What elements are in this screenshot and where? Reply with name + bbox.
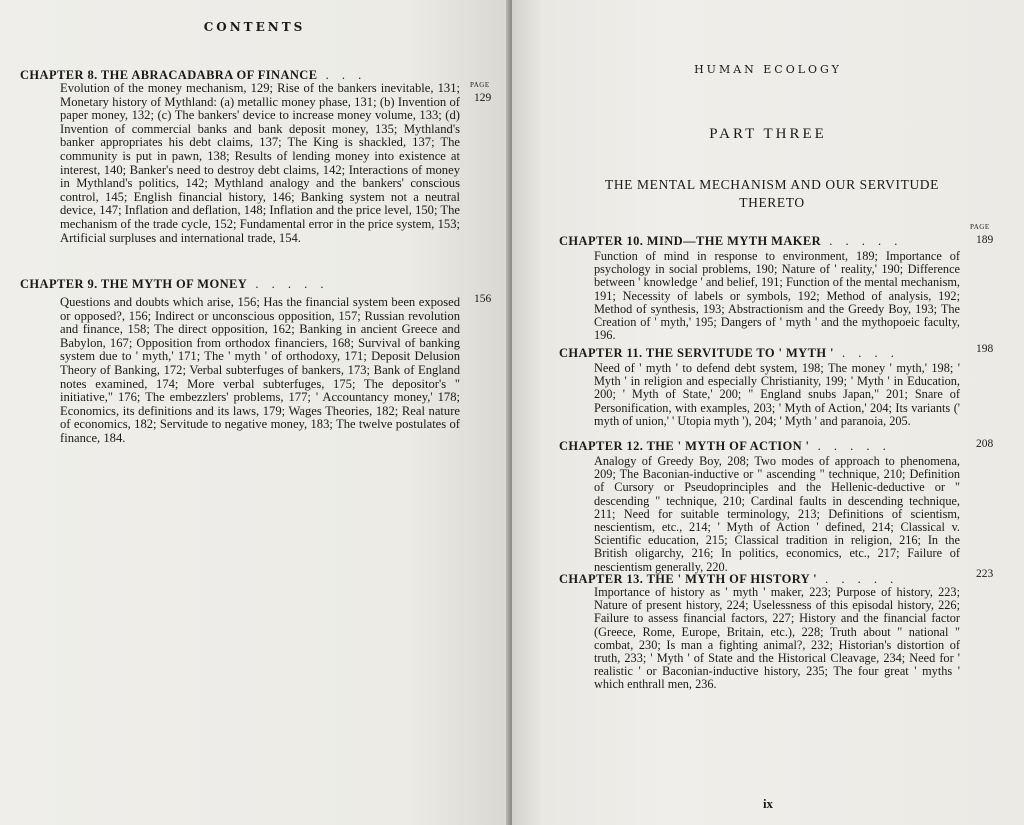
- right-page: [512, 0, 1024, 825]
- page-column-label: PAGE: [970, 223, 990, 231]
- chapter-9: [20, 277, 460, 292]
- chapter-page-number: 156: [474, 293, 492, 305]
- chapter-title: CHAPTER 10. MIND—THE MYTH MAKER . . . . .: [559, 234, 903, 248]
- running-head-human-ecology: HUMAN ECOLOGY: [694, 63, 842, 76]
- chapter-description: Need of ' myth ' to defend debt system, 198; The money ' myth,' 198; ' Myth ' in religion and especially Christianity, 199; ' Myth ' in Education, 200; ' Myth of State,' 200; " England snubs Japan," 201; Snare of Personification, with examples, 203; ' Myth of Action,' 204; Its variants (' myth of union,' ' Utopia myth '), 204; ' Myth ' and paranoia, 205.: [594, 361, 960, 428]
- part-title: THE MENTAL MECHANISM AND OUR SERVITUDE THERETO: [604, 177, 939, 210]
- running-head-contents: CONTENTS: [203, 20, 306, 34]
- chapter-title: CHAPTER 12. THE ' MYTH OF ACTION ' . . . . .: [559, 439, 891, 453]
- chapter-page-number: 208: [976, 438, 994, 450]
- chapter-description: Evolution of the money mechanism, 129; Rise of the bankers inevitable, 131; Monetary history of Mythland: (a) metallic money phase, 131; (b) Invention of paper money, 132; (c) The bankers' device to increase money volume, 133; (d) Invention of commercial banks and bank deposit money, 135; Mythland's banker appropriates his debt claims, 137; The King is shackled, 137; The community is put in pawn, 138; Results of lending money into existence at interest, 140; Banker's need to destroy debt claims, 142; Interactions of money in Mythland's politics, 142; Mythland analogy and the bankers' conscious control, 145; English financial history, 146; Banking system not a neutral device, 147; Inflation and deflation, 148; Inflation and the price level, 150; The mechanism of the trade cycle, 152; Fundamental error in the price system, 153; Artificial surpluses and international trade, 154.: [60, 81, 460, 245]
- chapter-page-number: 198: [976, 343, 994, 355]
- chapter-title: CHAPTER 8. THE ABRACADABRA OF FINANCE . . .: [20, 68, 367, 82]
- page-folio: ix: [762, 796, 774, 811]
- part-heading: PART THREE: [709, 126, 827, 142]
- chapter-title: CHAPTER 13. THE ' MYTH OF HISTORY ' . . . . .: [559, 572, 899, 586]
- chapter-page-number: 223: [976, 568, 994, 580]
- show-through: [300, 470, 490, 483]
- chapter-description: Analogy of Greedy Boy, 208; Two modes of approach to phenomena, 209; The Baconian-inductive or " ascending " technique, 210; Definition of Cursory or Pseudoprinciples and the Hellenic-deductive or " descending " technique, 210; Cardinal faults in descending technique, 211; Need for suitable terminology, 213; Definitions of scientism, nescientism, etc., 214; ' Myth of Action ' defined, 214; Classical v. Scientific education, 215; Classical tradition in religion, 216; In the British oligarchy, 216; In politics, economics, etc., 217; Failure of nescientism generally, 220.: [594, 454, 960, 574]
- chapter-description: Importance of history as ' myth ' maker, 223; Purpose of history, 223; Nature of present history, 224; Uselessness of this episodal history, 226; Failure to assess financial factors, 227; History and the financial factor (Greece, Rome, Europe, Britain, etc.), 228; Truth about " national " combat, 230; Is man a fighting animal?, 232; Historian's distortion of truth, 233; ' Myth ' of State and the Historical Cleavage, 234; Need for ' realistic ' or Baconian-inductive history, 235; The four great ' myths ' which enthrall men, 236.: [594, 585, 960, 692]
- chapter-description: Function of mind in response to environment, 189; Importance of psychology in social problems, 190; Nature of ' reality,' 190; Difference between ' knowledge ' and belief, 191; Function of the mental mechanism, 191; Necessity of labels or symbols, 192; Method of analysis, 192; Method of synthesis, 193; Abstractionism and the Greedy Boy, 193; The Creation of ' myth,' 195; Dangers of ' myth ' and the mythopoeic faculty, 196.: [594, 249, 960, 343]
- chapter-10: [559, 234, 979, 249]
- chapter-title: CHAPTER 9. THE MYTH OF MONEY . . . . .: [20, 277, 329, 291]
- chapter-title: CHAPTER 11. THE SERVITUDE TO ' MYTH ' . . . .: [559, 346, 899, 360]
- chapter-11: [559, 346, 979, 361]
- chapter-page-number: 189: [976, 234, 994, 246]
- chapter-page-number: 129: [474, 92, 492, 104]
- page-column-label: PAGE: [470, 81, 490, 89]
- chapter-description: Questions and doubts which arise, 156; Has the financial system been exposed or opposed?, 156; Indirect or unconscious opposition, 157; Russian revolution and finance, 158; The direct opposition, 162; Banking in ancient Greece and Babylon, 167; Opposition from orthodox financiers, 168; Survival of banking system due to ' myth,' 171; The ' myth ' of orthodoxy, 171; Deposit Delusion Theory of Banking, 172; Verbal subterfuges of bankers, 173; Bank of England notes examined, 174; More verbal subterfuges, 175; The depositor's " initiative," 176; The embezzlers' problems, 177; ' Accountancy money,' 178; Economics, its definitions and its laws, 179; Wages Theories, 182; Real nature of economics, 182; Servitude to negative money, 183; The twelve postulates of finance, 184.: [60, 295, 460, 445]
- left-page: [0, 0, 509, 825]
- chapter-12: [559, 439, 979, 454]
